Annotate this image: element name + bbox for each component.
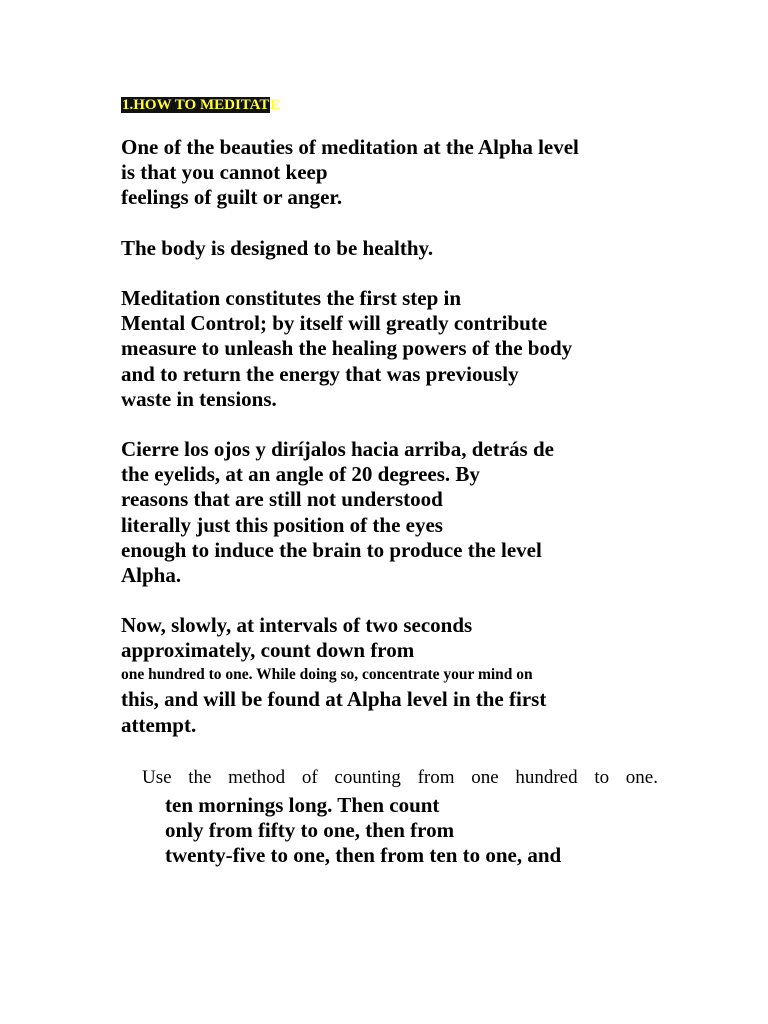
text-line: only from fifty to one, then from [165,818,455,843]
text-line: twenty-five to one, then from ten to one, and [165,843,562,868]
text-line: ten mornings long. Then count [165,793,440,817]
paragraph-body-healthy [121,236,433,261]
text-line: approximately, count down from [121,638,415,663]
text-line: Cierre los ojos y diríjalos hacia arriba, detrás de [121,437,554,461]
method-line: Use the method of counting from one hundred to one. [142,767,658,788]
paragraph-alpha-beauty [121,135,579,211]
paragraph-count-down [121,613,546,738]
text-line: literally just this position of the eyes [121,512,443,537]
text-line: this, and will be found at Alpha level in the first [121,687,547,712]
text-line: Now, slowly, at intervals of two seconds [121,613,473,637]
text-line: attempt. [121,712,197,737]
text-line: enough to induce the brain to produce the level [121,537,542,562]
section-heading [121,95,280,115]
text-line: the eyelids, at an angle of 20 degrees. By [121,462,480,487]
text-line: Mental Control; by itself will greatly contribute [121,311,548,336]
text-line: The body is designed to be healthy. [121,236,434,260]
text-line: feelings of guilt or anger. [121,185,343,210]
text-line: Alpha. [121,563,182,588]
paragraph-counting-schedule [165,793,561,869]
heading-trailing-text: E [270,97,281,113]
text-line: reasons that are still not understood [121,487,443,512]
text-line: One of the beauties of meditation at the Alpha level [121,135,579,159]
text-line-small: one hundred to one. While doing so, concentrate your mind on [121,666,533,684]
paragraph-mental-control [121,286,572,412]
text-line: and to return the energy that was previously [121,361,519,386]
text-line: waste in tensions. [121,386,277,411]
text-line: Meditation constitutes the first step in [121,286,462,310]
heading-highlighted-text: 1.HOW TO MEDITAT [122,97,270,113]
text-line: measure to unleash the healing powers of the body [121,336,573,361]
text-line: is that you cannot keep [121,160,328,185]
paragraph-eye-position [121,437,554,588]
